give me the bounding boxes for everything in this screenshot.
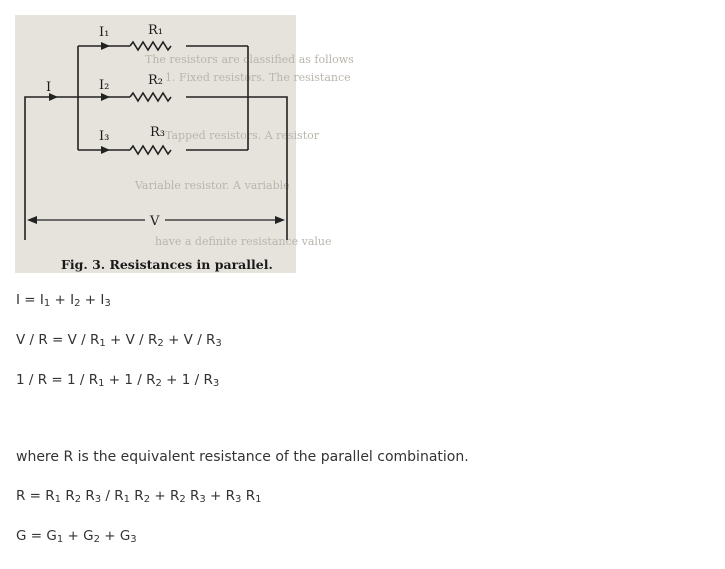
equation-voltage-ratio <box>16 331 222 349</box>
equation-subscript: 1 <box>54 494 62 505</box>
equation-text: + V / R <box>163 332 216 348</box>
equation-subscript: 2 <box>143 494 151 505</box>
equation-text: / R <box>101 488 124 504</box>
equation-text: + G <box>63 528 94 544</box>
figure-caption: Fig. 3. Resistances in parallel. <box>61 257 273 272</box>
voltage-arrow-right <box>275 216 285 224</box>
equation-subscript: 3 <box>215 338 222 349</box>
equation-subscript: 3 <box>235 494 242 505</box>
equation-text: R <box>241 488 256 504</box>
equation-current-sum <box>16 291 111 309</box>
equation-text: R <box>61 488 75 504</box>
equation-text: I = I <box>16 292 44 308</box>
equation-text: R = R <box>16 488 55 504</box>
bleed-line-4: Variable resistor. A variable <box>135 179 290 192</box>
equation-text: G = G <box>16 528 57 544</box>
equation-subscript: 2 <box>74 494 82 505</box>
resistor-r1 <box>130 42 171 50</box>
bleed-line-2: 1. Fixed resistors. The resistance <box>165 71 351 84</box>
equation-subscript: 1 <box>255 494 262 505</box>
arrow-i2 <box>101 93 110 101</box>
equation-text: + R <box>150 488 180 504</box>
equation-subscript: 2 <box>155 378 162 389</box>
equation-equivalent-resistance <box>16 487 261 505</box>
label-i-total: I <box>46 80 52 95</box>
equation-text: R <box>130 488 144 504</box>
parallel-resistance-figure <box>15 15 354 273</box>
equivalent-resistance-note: where R is the equivalent resistance of the parallel combination. <box>16 449 469 465</box>
equation-subscript: 1 <box>56 534 64 545</box>
equation-subscript: 3 <box>130 534 137 545</box>
equation-subscript: 2 <box>179 494 186 505</box>
equation-subscript: 1 <box>98 378 105 389</box>
equation-subscript: 2 <box>93 534 100 545</box>
equation-subscript: 1 <box>43 298 51 309</box>
equation-subscript: 3 <box>104 298 111 309</box>
equation-conductance <box>16 527 137 545</box>
equation-subscript: 3 <box>199 494 206 505</box>
resistor-r2 <box>130 93 171 101</box>
label-i3: I₃ <box>99 129 110 144</box>
equation-subscript: 2 <box>74 298 81 309</box>
bleed-line-5: have a definite resistance value <box>155 235 332 248</box>
resistor-r3 <box>130 146 171 154</box>
equation-subscript: 2 <box>157 338 164 349</box>
equation-text: + 1 / R <box>161 372 213 388</box>
equation-text: + I <box>50 292 75 308</box>
label-i2: I₂ <box>99 78 110 93</box>
equation-subscript: 1 <box>99 338 106 349</box>
equation-subscript: 3 <box>212 378 220 389</box>
bleed-line-1: The resistors are classified as follows <box>145 53 354 66</box>
equation-text: V / R = V / R <box>16 332 100 348</box>
voltage-arrow-left <box>27 216 37 224</box>
equation-text: + G <box>99 528 131 544</box>
bleed-line-3: Tapped resistors. A resistor <box>165 129 320 142</box>
arrow-i3 <box>101 146 110 154</box>
equation-text: + V / R <box>105 332 158 348</box>
equation-subscript: 3 <box>94 494 102 505</box>
label-r2: R₂ <box>148 73 163 88</box>
equation-text: R <box>185 488 200 504</box>
label-i1: I₁ <box>99 25 110 40</box>
equation-subscript: 1 <box>123 494 131 505</box>
circuit-wires <box>25 42 287 240</box>
equation-text: 1 / R = 1 / R <box>16 372 99 388</box>
equation-text: + I <box>80 292 105 308</box>
label-r1: R₁ <box>148 23 163 38</box>
equation-text: + R <box>205 488 236 504</box>
label-r3: R₃ <box>150 125 165 140</box>
arrow-i1 <box>101 42 110 50</box>
equation-text: R <box>81 488 95 504</box>
circuit-diagram <box>15 15 354 273</box>
equation-text: + 1 / R <box>104 372 156 388</box>
equation-reciprocal <box>16 371 219 389</box>
label-v: V <box>150 214 160 229</box>
